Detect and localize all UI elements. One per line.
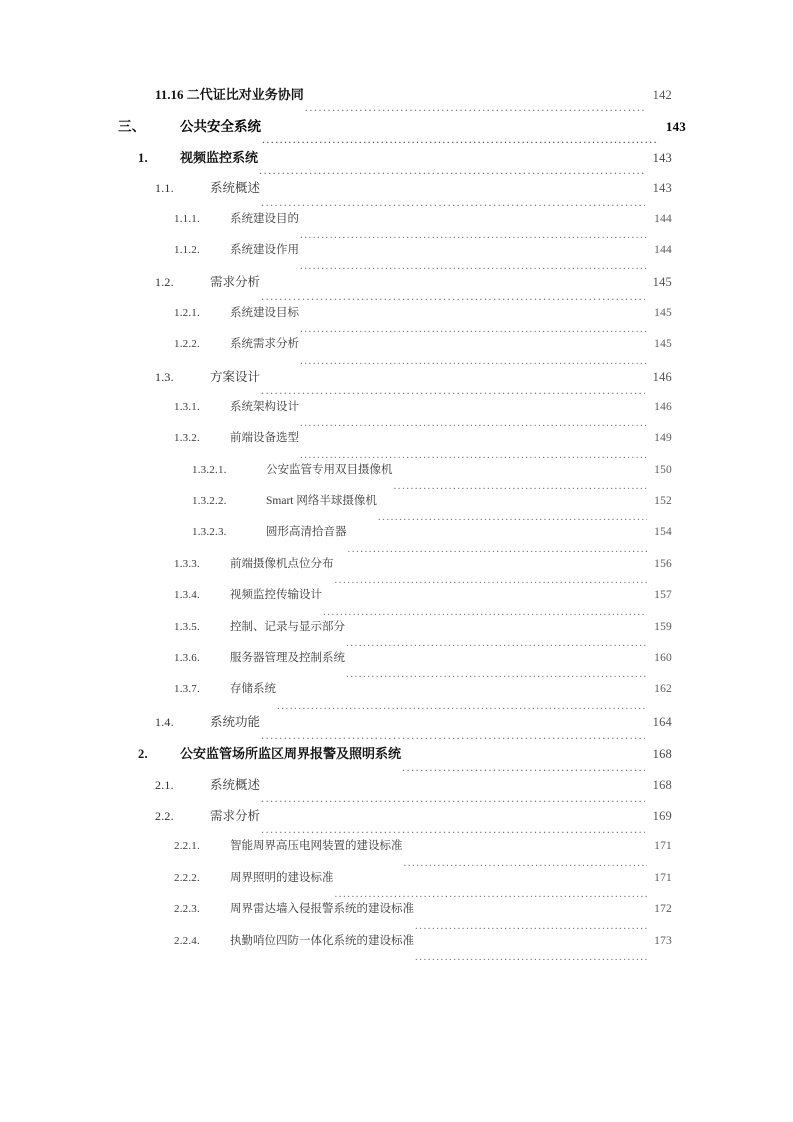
toc-entry[interactable]	[0, 367, 793, 398]
toc-entry-title: 系统建设目标	[230, 304, 299, 319]
toc-entry-number: 1.2.	[155, 275, 174, 290]
toc-entry[interactable]	[0, 869, 793, 900]
toc-entry-number: 2.2.	[155, 808, 174, 823]
toc-entry[interactable]	[0, 304, 793, 335]
toc-entry[interactable]	[0, 775, 793, 806]
toc-entry[interactable]	[0, 398, 793, 429]
toc-entry-page-number: 157	[654, 589, 672, 602]
toc-entry-title: 系统建设作用	[230, 241, 299, 256]
toc-entry[interactable]	[0, 618, 793, 649]
toc-leader-dots	[335, 889, 648, 901]
toc-leader-dots	[261, 825, 645, 838]
toc-entry[interactable]	[0, 492, 793, 523]
toc-entry[interactable]	[0, 429, 793, 460]
toc-entry[interactable]	[0, 461, 793, 492]
toc-entry-page-number: 144	[654, 243, 672, 256]
toc-entry[interactable]	[0, 649, 793, 680]
toc-leader-dots	[378, 512, 647, 524]
toc-entry-page-number: 152	[654, 495, 672, 508]
toc-entry-number: 2.2.2.	[174, 871, 200, 884]
toc-entry-number: 三、	[118, 119, 146, 136]
toc-entry[interactable]	[0, 743, 793, 774]
toc-entry-title: 前端摄像机点位分布	[230, 555, 334, 570]
toc-entry[interactable]	[0, 837, 793, 868]
toc-leader-dots	[300, 418, 647, 430]
toc-entry-page-number: 146	[654, 400, 672, 413]
toc-entry-title: 视频监控系统	[180, 150, 259, 166]
toc-entry-title: 公安监管专用双目摄像机	[266, 461, 393, 476]
toc-entry-title: 前端设备选型	[230, 430, 299, 445]
toc-entry-number: 2.2.4.	[174, 934, 200, 947]
toc-entry-title: 圆形高清拾音器	[266, 524, 347, 539]
toc-entry-page-number: 159	[654, 620, 672, 633]
toc-entry-title: 服务器管理及控制系统	[230, 650, 345, 665]
toc-leader-dots	[404, 857, 648, 869]
toc-entry[interactable]	[0, 900, 793, 931]
toc-entry[interactable]	[0, 84, 793, 115]
toc-entry-page-number: 154	[654, 526, 672, 539]
toc-entry-page-number: 169	[652, 808, 672, 823]
toc-entry[interactable]	[0, 712, 793, 743]
toc-entry-page-number: 172	[654, 903, 672, 916]
toc-entry-title: 周界照明的建设标准	[230, 869, 334, 884]
toc-entry-page-number: 168	[652, 777, 672, 792]
toc-entry-number: 1.3.2.3.	[192, 526, 227, 539]
toc-entry-title: 执勤哨位四防一体化系统的建设标准	[230, 932, 414, 947]
toc-leader-dots	[300, 261, 647, 273]
toc-entry-number: 1.3.2.2.	[192, 495, 227, 508]
toc-entry-number: 1.3.5.	[174, 620, 200, 633]
toc-entry-title: 方案设计	[210, 368, 261, 384]
toc-entry-title: 视频监控传输设计	[230, 587, 322, 602]
toc-entry[interactable]	[0, 555, 793, 586]
toc-leader-dots	[348, 543, 648, 555]
toc-entry[interactable]	[0, 335, 793, 366]
toc-entry-number: 1.3.6.	[174, 652, 200, 665]
toc-entry-title: 系统概述	[210, 776, 261, 792]
toc-entry-title: 系统架构设计	[230, 398, 299, 413]
toc-leader-dots	[261, 385, 645, 398]
toc-entry-title: 需求分析	[210, 807, 261, 823]
toc-entry-number: 1.2.1.	[174, 306, 200, 319]
toc-entry-page-number: 144	[654, 212, 672, 225]
toc-leader-dots	[300, 229, 647, 241]
toc-entry-number: 1.1.1.	[174, 212, 200, 225]
toc-entry-page-number: 145	[654, 338, 672, 351]
toc-entry[interactable]	[0, 932, 793, 963]
toc-entry-number: 1.3.2.	[174, 432, 200, 445]
toc-entry-number: 1.3.	[155, 369, 174, 384]
toc-entry[interactable]	[0, 241, 793, 272]
toc-entry-title: 需求分析	[210, 274, 261, 290]
toc-entry-page-number: 160	[654, 652, 672, 665]
toc-leader-dots	[300, 355, 647, 367]
toc-entry-number: 1.1.	[155, 181, 174, 196]
toc-leader-dots	[261, 793, 645, 806]
toc-entry-page-number: 149	[654, 432, 672, 445]
toc-leader-dots	[259, 165, 645, 178]
toc-entry-page-number: 171	[654, 840, 672, 853]
toc-entry-page-number: 142	[652, 88, 672, 102]
toc-entry-number: 1.2.2.	[174, 338, 200, 351]
toc-entry[interactable]	[0, 523, 793, 554]
toc-leader-dots	[300, 449, 647, 461]
toc-leader-dots	[305, 102, 645, 115]
toc-entry-title: 周界雷达墙入侵报警系统的建设标准	[230, 901, 414, 916]
toc-entry-number: 2.2.1.	[174, 840, 200, 853]
toc-entry[interactable]	[0, 147, 793, 178]
toc-entry-page-number: 145	[652, 275, 672, 290]
toc-entry-page-number: 171	[654, 871, 672, 884]
toc-entry-number: 2.2.3.	[174, 903, 200, 916]
toc-entry-title: 控制、记录与显示部分	[230, 618, 345, 633]
toc-entry-page-number: 145	[654, 306, 672, 319]
toc-entry[interactable]	[0, 178, 793, 209]
toc-leader-dots	[261, 731, 645, 744]
toc-entry-page-number: 150	[654, 463, 672, 476]
toc-leader-dots	[335, 575, 648, 587]
toc-entry-title: Smart 网络半球摄像机	[266, 495, 377, 508]
toc-leader-dots	[415, 920, 647, 932]
toc-entry-page-number: 164	[652, 714, 672, 729]
table-of-contents	[0, 84, 793, 963]
toc-leader-dots	[261, 197, 645, 210]
toc-entry-page-number: 143	[665, 119, 686, 135]
toc-entry-title: 系统概述	[210, 180, 261, 196]
toc-entry-page-number: 146	[652, 369, 672, 384]
toc-entry-page-number: 162	[654, 683, 672, 696]
toc-entry[interactable]	[0, 680, 793, 711]
toc-entry-page-number: 156	[654, 557, 672, 570]
toc-entry-number: 1.4.	[155, 714, 174, 729]
toc-leader-dots	[394, 481, 648, 493]
toc-entry-number: 1.3.7.	[174, 683, 200, 696]
toc-leader-dots	[346, 669, 647, 681]
toc-entry-title: 系统需求分析	[230, 336, 299, 351]
toc-entry-title: 系统建设目的	[230, 210, 299, 225]
toc-entry[interactable]	[0, 272, 793, 303]
toc-entry-page-number: 143	[652, 181, 672, 196]
toc-leader-dots	[262, 133, 659, 147]
toc-entry-page-number: 173	[654, 934, 672, 947]
toc-leader-dots	[277, 700, 647, 712]
toc-entry-title: 11.16 二代证比对业务协同	[155, 87, 304, 102]
toc-leader-dots	[402, 762, 645, 775]
toc-entry-number: 2.	[138, 747, 148, 762]
toc-entry-title: 公共安全系统	[180, 119, 261, 136]
toc-leader-dots	[300, 324, 647, 336]
toc-entry-number: 1.3.4.	[174, 589, 200, 602]
toc-entry-number: 1.3.3.	[174, 557, 200, 570]
toc-leader-dots	[346, 638, 647, 650]
toc-leader-dots	[261, 291, 645, 304]
toc-leader-dots	[323, 606, 647, 618]
toc-entry-number: 1.	[138, 150, 148, 165]
toc-entry-number: 1.3.2.1.	[192, 463, 227, 476]
toc-entry[interactable]	[0, 115, 793, 146]
toc-entry-title: 存储系统	[230, 681, 276, 696]
toc-entry[interactable]	[0, 806, 793, 837]
toc-entry-title: 公安监管场所监区周界报警及照明系统	[180, 747, 402, 763]
toc-entry-number: 2.1.	[155, 777, 174, 792]
toc-entry[interactable]	[0, 210, 793, 241]
toc-entry-title: 智能周界高压电网装置的建设标准	[230, 838, 403, 853]
toc-entry-number: 1.1.2.	[174, 243, 200, 256]
toc-leader-dots	[415, 951, 647, 963]
toc-entry-title: 系统功能	[210, 713, 261, 729]
toc-entry[interactable]	[0, 586, 793, 617]
toc-entry-number: 1.3.1.	[174, 400, 200, 413]
toc-entry-page-number: 143	[652, 150, 672, 165]
toc-entry-page-number: 168	[652, 747, 672, 762]
